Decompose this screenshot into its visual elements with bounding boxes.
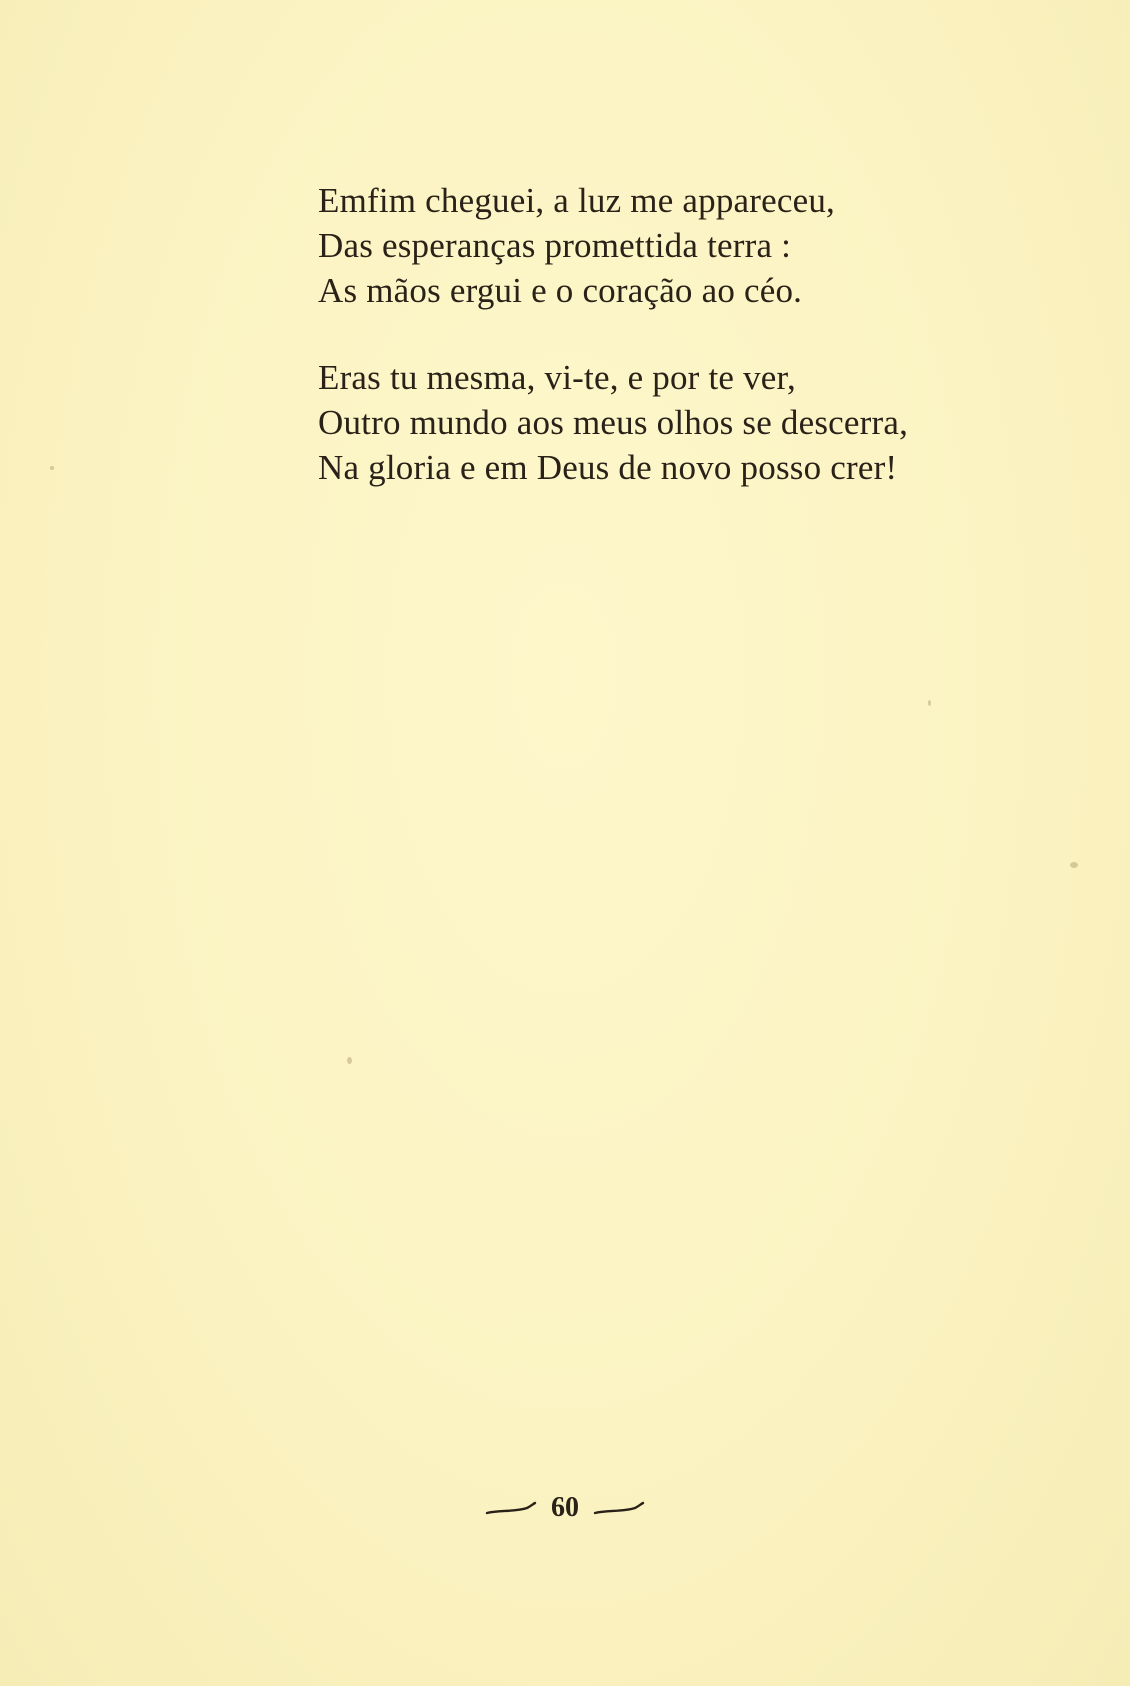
verse-line: Eras tu mesma, vi-te, e por te ver, — [318, 358, 796, 397]
verse-line: Outro mundo aos meus olhos se descerra, — [318, 403, 909, 442]
page-number-footer — [0, 1490, 1130, 1526]
paper-speck — [50, 466, 54, 470]
verse-line: As mãos ergui e o coração ao céo. — [318, 271, 803, 310]
poem — [318, 178, 1038, 532]
stanza-1 — [318, 178, 1038, 313]
left-swash-ornament — [485, 1500, 537, 1516]
paper-speck — [1070, 862, 1078, 868]
page-number: 60 — [551, 1492, 579, 1523]
verse-line: Na gloria e em Deus de novo posso crer! — [318, 448, 898, 487]
right-swash-ornament — [593, 1500, 645, 1516]
verse-line: Emfim cheguei, a luz me appareceu, — [318, 181, 835, 220]
paper-speck — [928, 700, 931, 706]
stanza-2 — [318, 355, 1038, 490]
verse-line: Das esperanças promettida terra : — [318, 226, 792, 265]
paper-speck — [347, 1057, 352, 1064]
